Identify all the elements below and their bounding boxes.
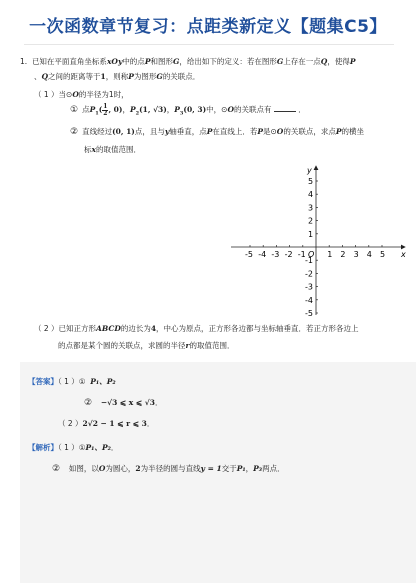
part2-text: 的取值范围． — [189, 341, 235, 350]
part1-sub2-line2 — [84, 144, 141, 155]
answer-line3 — [58, 418, 154, 429]
analysis-sub2-mark: ② — [52, 464, 61, 474]
sub2-text: 在直线上．若 — [212, 127, 258, 136]
part2-var: r — [185, 341, 190, 350]
stem-var: Q — [320, 57, 328, 66]
answer-sub2-value: −√3 ⩽ x ⩽ √3 — [100, 398, 155, 407]
analysis-line1 — [28, 442, 118, 453]
answer-part1-label: （ 1 ）① — [58, 377, 86, 386]
answer-part1-value: P₁、P₂ — [90, 377, 116, 386]
sub2-point: (0, 1) — [112, 127, 135, 136]
part1-label: （ 1 ）当⊙ — [34, 90, 73, 99]
x-tick-label: -2 — [284, 250, 293, 259]
sub1-text: 中，⊙ — [206, 105, 228, 114]
y-tick-label: -3 — [305, 282, 313, 292]
analysis-tag: 【解析】 — [28, 443, 58, 452]
answer-line1 — [28, 376, 116, 387]
stem-var: xOy — [106, 57, 123, 66]
part2-line2 — [58, 340, 234, 351]
part1-text: 的半径为1时， — [78, 90, 129, 99]
sub1-text: 点 — [82, 105, 90, 114]
answer-part2-value: 2√2 − 1 ⩽ r ⩽ 3 — [82, 419, 147, 428]
analysis-line2 — [52, 463, 285, 475]
stem-text: ，则称 — [105, 72, 129, 81]
point-p3-sub: 3 — [179, 110, 184, 117]
point-p1: P — [89, 105, 96, 114]
analysis-text: 两点． — [262, 464, 285, 473]
x-tick-label: -4 — [258, 250, 267, 259]
part1-sub1 — [70, 103, 306, 121]
x-tick-label: 2 — [340, 250, 346, 259]
analysis-part1-value: P₁、P₂ — [85, 443, 111, 452]
analysis-var: O — [98, 464, 106, 473]
stem-var: P — [144, 57, 151, 66]
part2-text: ，中心为原点，正方形各边都与坐标轴垂直．若正方形各边上 — [156, 324, 359, 333]
y-axis-label: y — [307, 166, 312, 175]
x-tick-label: 1 — [327, 250, 333, 259]
stem-var: P — [349, 57, 356, 66]
x-tick-label: 3 — [353, 250, 359, 259]
point-p3-coord: (0, 3) — [183, 105, 207, 114]
sub2-text: 的取值范围． — [95, 145, 141, 154]
x-tick-label: -5 — [245, 250, 253, 259]
part1-sub2 — [70, 126, 410, 138]
frac-den: 2 — [103, 109, 108, 117]
analysis-number: 2 — [135, 464, 141, 473]
question-stem-line1 — [20, 56, 414, 67]
sub1-text: ． — [298, 105, 306, 114]
sub2-text: 的关联点，求点 — [283, 127, 336, 136]
part1-var: O — [72, 90, 79, 99]
analysis-equation: y = 1 — [200, 464, 222, 473]
sub1-sep: ， — [166, 105, 175, 114]
y-tick-label: 3 — [308, 203, 314, 213]
analysis-part1-label: （ 1 ）① — [58, 443, 86, 452]
part2-number: 4 — [150, 324, 157, 333]
sub1-mark: ① — [70, 105, 79, 115]
point-p1-sub: 1 — [95, 110, 99, 117]
coordinate-graph — [225, 160, 415, 320]
axis-ticks — [245, 177, 385, 318]
sub1-sep: ， — [122, 105, 130, 114]
stem-text: 上存在一点 — [283, 57, 321, 66]
y-tick-label: -2 — [305, 269, 313, 279]
x-tick-label: 4 — [366, 250, 372, 259]
sub2-var: y — [164, 127, 170, 136]
point-p2-sub: 2 — [135, 110, 140, 117]
part1-heading — [34, 89, 129, 100]
stem-var: G — [276, 57, 284, 66]
part2-text: 的边长为 — [120, 324, 151, 333]
x-axis-label: x — [401, 250, 406, 259]
analysis-part1-end: ． — [110, 443, 119, 452]
sub1-var: O — [227, 105, 234, 114]
sub2-var: P — [206, 127, 213, 136]
sub2-mark: ② — [70, 127, 79, 137]
answer-part2-end: ． — [146, 419, 155, 428]
stem-text: 为图形 — [133, 72, 157, 81]
point-p2-coord: (1, √3) — [139, 105, 167, 114]
question-number: 1. — [20, 57, 28, 66]
stem-var: P — [128, 72, 134, 81]
title-divider — [24, 44, 394, 45]
page-title: 一次函数章节复习：点距类新定义【题集C5】 — [29, 17, 387, 37]
analysis-text: 交于 — [221, 464, 237, 473]
answer-line2 — [84, 397, 162, 409]
stem-var: G — [156, 72, 163, 81]
x-tick-label: -1 — [297, 250, 306, 259]
part2-label: （ 2 ）已知正方形 — [34, 324, 97, 333]
sub2-text: 轴垂直，点 — [169, 127, 207, 136]
frac-num: 1 — [103, 102, 108, 110]
analysis-text: 为半径的圆与直线 — [140, 464, 201, 473]
answer-tag: 【答案】 — [28, 377, 58, 386]
point-p1-coord: ( — [98, 105, 103, 114]
stem-text: ，使得 — [327, 57, 350, 66]
sub2-var: O — [276, 127, 284, 136]
origin-label: O — [308, 250, 315, 259]
analysis-text: ， — [245, 464, 254, 473]
point-p2: P — [129, 105, 136, 114]
sub2-var: P — [257, 127, 263, 136]
sub2-text: 的横坐 — [341, 127, 364, 136]
analysis-text: 如图，以 — [68, 464, 99, 473]
stem-text: 和图形 — [150, 57, 173, 66]
sub2-text: 直线经过 — [82, 127, 113, 136]
sub2-text: 点，且与 — [134, 127, 165, 136]
analysis-var: P₃ — [253, 464, 263, 473]
sub2-text: 标 — [84, 145, 92, 154]
stem-var: Q — [41, 72, 49, 81]
point-p3: P — [174, 105, 180, 114]
sub2-text: 是⊙ — [262, 127, 277, 136]
stem-text: 、 — [34, 72, 42, 81]
stem-text: ，给出如下的定义：若在图形 — [179, 57, 277, 66]
stem-var: G — [172, 57, 180, 66]
part2-text: 的点都是某个圆的关联点，求圆的半径 — [58, 341, 186, 350]
y-tick-label: 2 — [308, 216, 314, 226]
y-tick-label: 5 — [308, 177, 314, 186]
sub1-text: 的关联点有 — [234, 105, 272, 114]
y-tick-label: -1 — [305, 256, 313, 266]
answer-sub2-end: ． — [154, 398, 163, 407]
point-p1-coord-end: , 0) — [108, 105, 123, 114]
stem-text: 的关联点． — [162, 72, 201, 81]
stem-number: 1 — [100, 72, 106, 81]
x-tick-label: -3 — [271, 250, 280, 259]
part2-line1 — [34, 323, 409, 334]
analysis-var: P₁ — [236, 464, 246, 473]
stem-text: 已知在平面直角坐标系 — [31, 57, 107, 66]
sub2-var: x — [91, 145, 96, 154]
y-tick-label: -5 — [305, 309, 313, 318]
answer-part2-label: （ 2 ） — [58, 419, 83, 428]
answer-sub2-mark: ② — [84, 398, 93, 408]
answer-blank[interactable] — [274, 104, 296, 112]
analysis-text: 为圆心， — [105, 464, 136, 473]
y-tick-label: -4 — [305, 295, 313, 305]
part2-var: ABCD — [96, 324, 121, 333]
y-tick-label: 4 — [308, 190, 314, 200]
question-stem-line2 — [34, 71, 404, 82]
stem-text: 中的点 — [122, 57, 145, 66]
sub2-var: P — [335, 127, 342, 136]
x-tick-label: 5 — [380, 250, 386, 259]
y-tick-label: 1 — [308, 229, 314, 239]
stem-text: 之间的距离等于 — [48, 72, 101, 81]
